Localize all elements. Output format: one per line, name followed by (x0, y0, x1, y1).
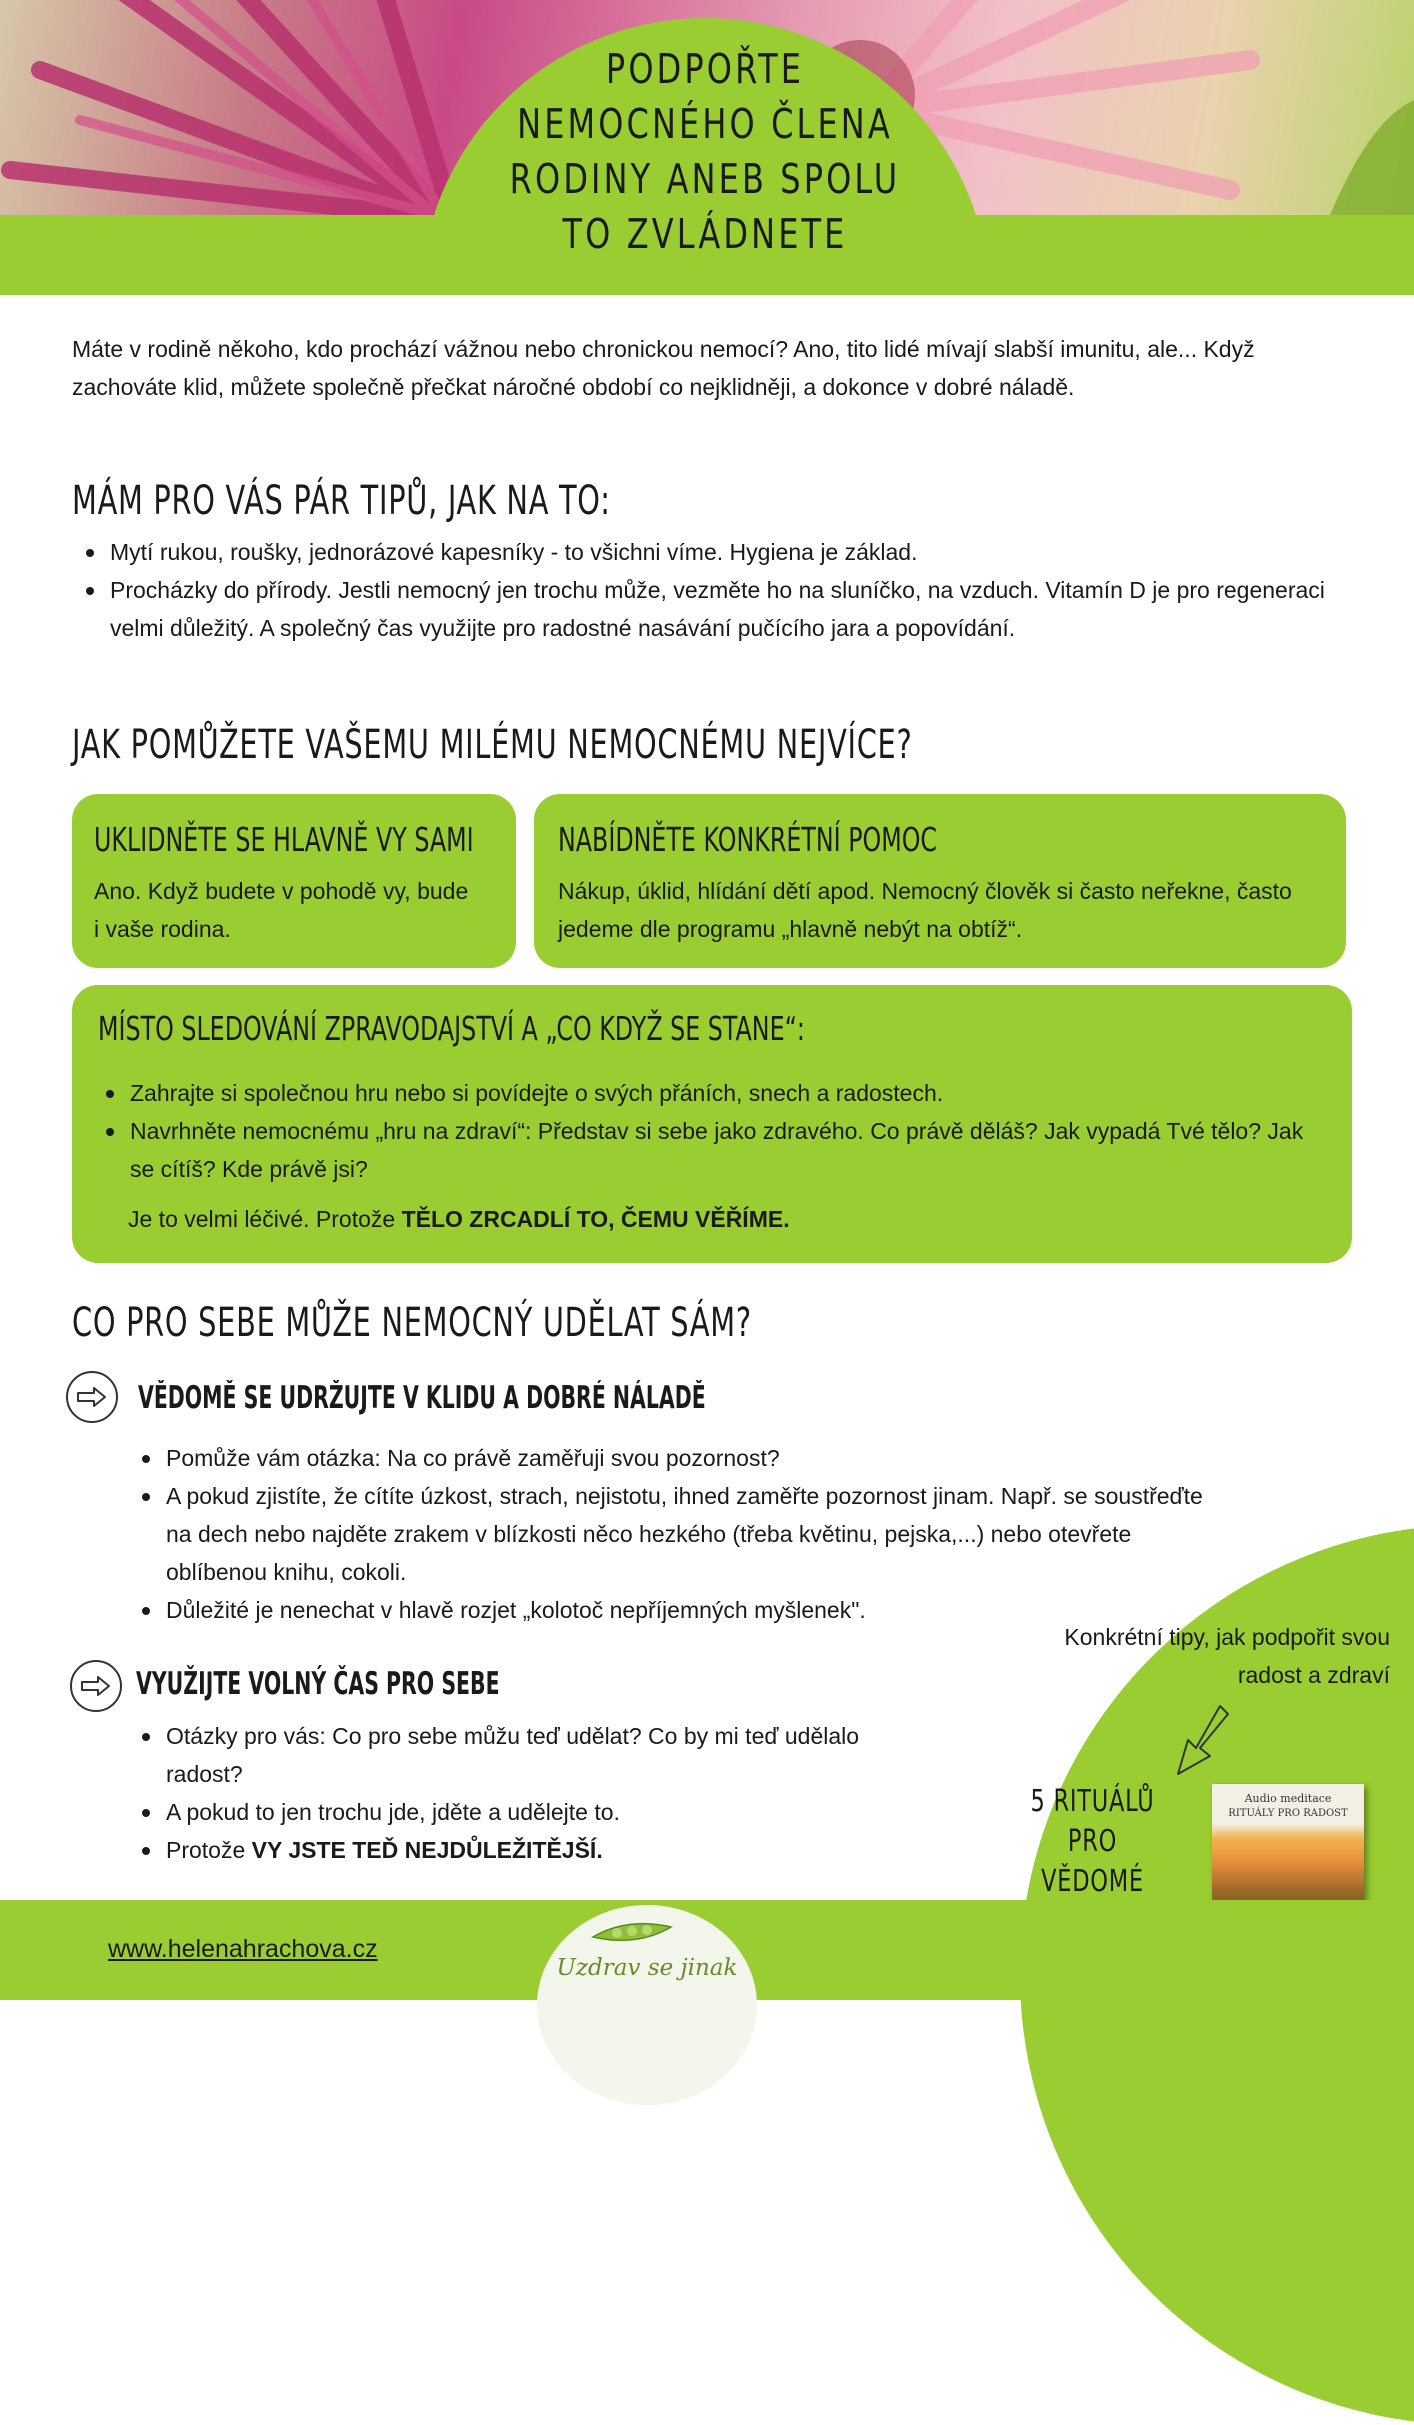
self-heading: CO PRO SEBE MŮŽE NEMOCNÝ UDĚLAT SÁM? (72, 1300, 752, 1346)
list-item: Mytí rukou, roušky, jednorázové kapesníky - to všichni víme. Hygiena je základ. (80, 533, 1350, 571)
arrow-right-icon (66, 1371, 118, 1423)
stay-calm-list (136, 1439, 1216, 1629)
card-text: Nákup, úklid, hlídání dětí apod. Nemocný člověk si často neřekne, často jedeme dle programu „hlavně nebýt na obtíž“. (558, 878, 1292, 942)
offer-help-card (534, 794, 1346, 968)
help-heading: JAK POMŮŽETE VAŠEMU MILÉMU NEMOCNÉMU NEJVÍCE? (72, 722, 913, 768)
card-title: NABÍDNĚTE KONKRÉTNÍ POMOC (558, 820, 938, 859)
tips-list (80, 533, 1350, 647)
tips-heading: MÁM PRO VÁS PÁR TIPŮ, JAK NA TO: (72, 478, 611, 524)
logo-bubble (537, 1905, 757, 2105)
pea-pod-icon (587, 1913, 677, 1953)
page-title: PODPOŘTE NEMOCNÉHO ČLENA RODINY ANEB SPOLU TO ZVLÁDNETE (509, 45, 901, 258)
website-link[interactable]: www.helenahrachova.cz (108, 1935, 378, 1963)
list-item: Otázky pro vás: Co pro sebe můžu teď udělat? Co by mi teď udělalo radost? (136, 1717, 896, 1793)
arrow-right-icon (70, 1660, 122, 1712)
list-item: Důležité je nenechat v hlavě rozjet „kolotoč nepříjemných myšlenek". (136, 1591, 1216, 1629)
card-text: Ano. Když budete v pohodě vy, bude i vaše rodina. (94, 878, 469, 942)
list-item: Pomůže vám otázka: Na co právě zaměřuji svou pozornost? (136, 1439, 1216, 1477)
calm-yourself-card (72, 794, 516, 968)
list-item: Procházky do přírody. Jestli nemocný jen trochu může, vezměte ho na sluníčko, na vzduch. Vitamín D je pro regeneraci velmi důležitý. A společný čas využijte pro radostné nasávání pučícího jara a popovídání. (80, 571, 1350, 647)
list-item: A pokud to jen trochu jde, jděte a udělejte to. (136, 1793, 896, 1831)
free-time-list (136, 1717, 896, 1869)
intro-paragraph: Máte v rodině někoho, kdo prochází vážnou nebo chronickou nemocí? Ano, tito lidé mívají slabší imunitu, ale... Když zachováte klid, můžete společně přečkat náročné období co nejklidněji, a dokonce v dobré náladě. (72, 336, 1255, 400)
card-title: MÍSTO SLEDOVÁNÍ ZPRAVODAJSTVÍ A „CO KDYŽ SE STANE“: (98, 1009, 805, 1048)
promo-text: Konkrétní tipy, jak podpořit svou radost a zdraví (1064, 1624, 1390, 1688)
subheading-stay-calm: VĚDOMĚ SE UDRŽUJTE V KLIDU A DOBRÉ NÁLADĚ (138, 1380, 706, 1416)
instead-of-news-card (72, 985, 1352, 1263)
card-note: Je to velmi léčivé. Protože TĚLO ZRCADLÍ TO, ČEMU VĚŘÍME. (128, 1206, 790, 1232)
card-list (100, 1074, 1330, 1188)
arrow-down-left-icon (1172, 1702, 1232, 1780)
audio-meditation-cover[interactable]: Audio meditace RITUÁLY PRO RADOST (1212, 1784, 1364, 1964)
rituals-link[interactable]: 5 RITUÁLŮ PRO VĚDOMÉ (1030, 1784, 1155, 1899)
subheading-free-time: VYUŽIJTE VOLNÝ ČAS PRO SEBE (136, 1666, 500, 1702)
list-item: Navrhněte nemocnému „hru na zdraví“: Představ si sebe jako zdravého. Co právě děláš? Jak vypadá Tvé tělo? Jak se cítíš? Kde právě jsi? (100, 1112, 1330, 1188)
list-item: A pokud zjistíte, že cítíte úzkost, strach, nejistotu, ihned zaměřte pozornost jinam. Např. se soustřeďte na dech nebo najděte zrakem v blízkosti něco hezkého (třeba květinu, pejska,...) nebo otevřete oblíbenou knihu, cokoli. (136, 1477, 1216, 1591)
list-item: Protože VY JSTE TEĎ NEJDŮLEŽITĚJŠÍ. (136, 1831, 896, 1869)
card-title: UKLIDNĚTE SE HLAVNĚ VY SAMI (94, 820, 474, 859)
logo-text: Uzdrav se jinak (556, 1955, 738, 1981)
list-item: Zahrajte si společnou hru nebo si povídejte o svých přáních, snech a radostech. (100, 1074, 1330, 1112)
